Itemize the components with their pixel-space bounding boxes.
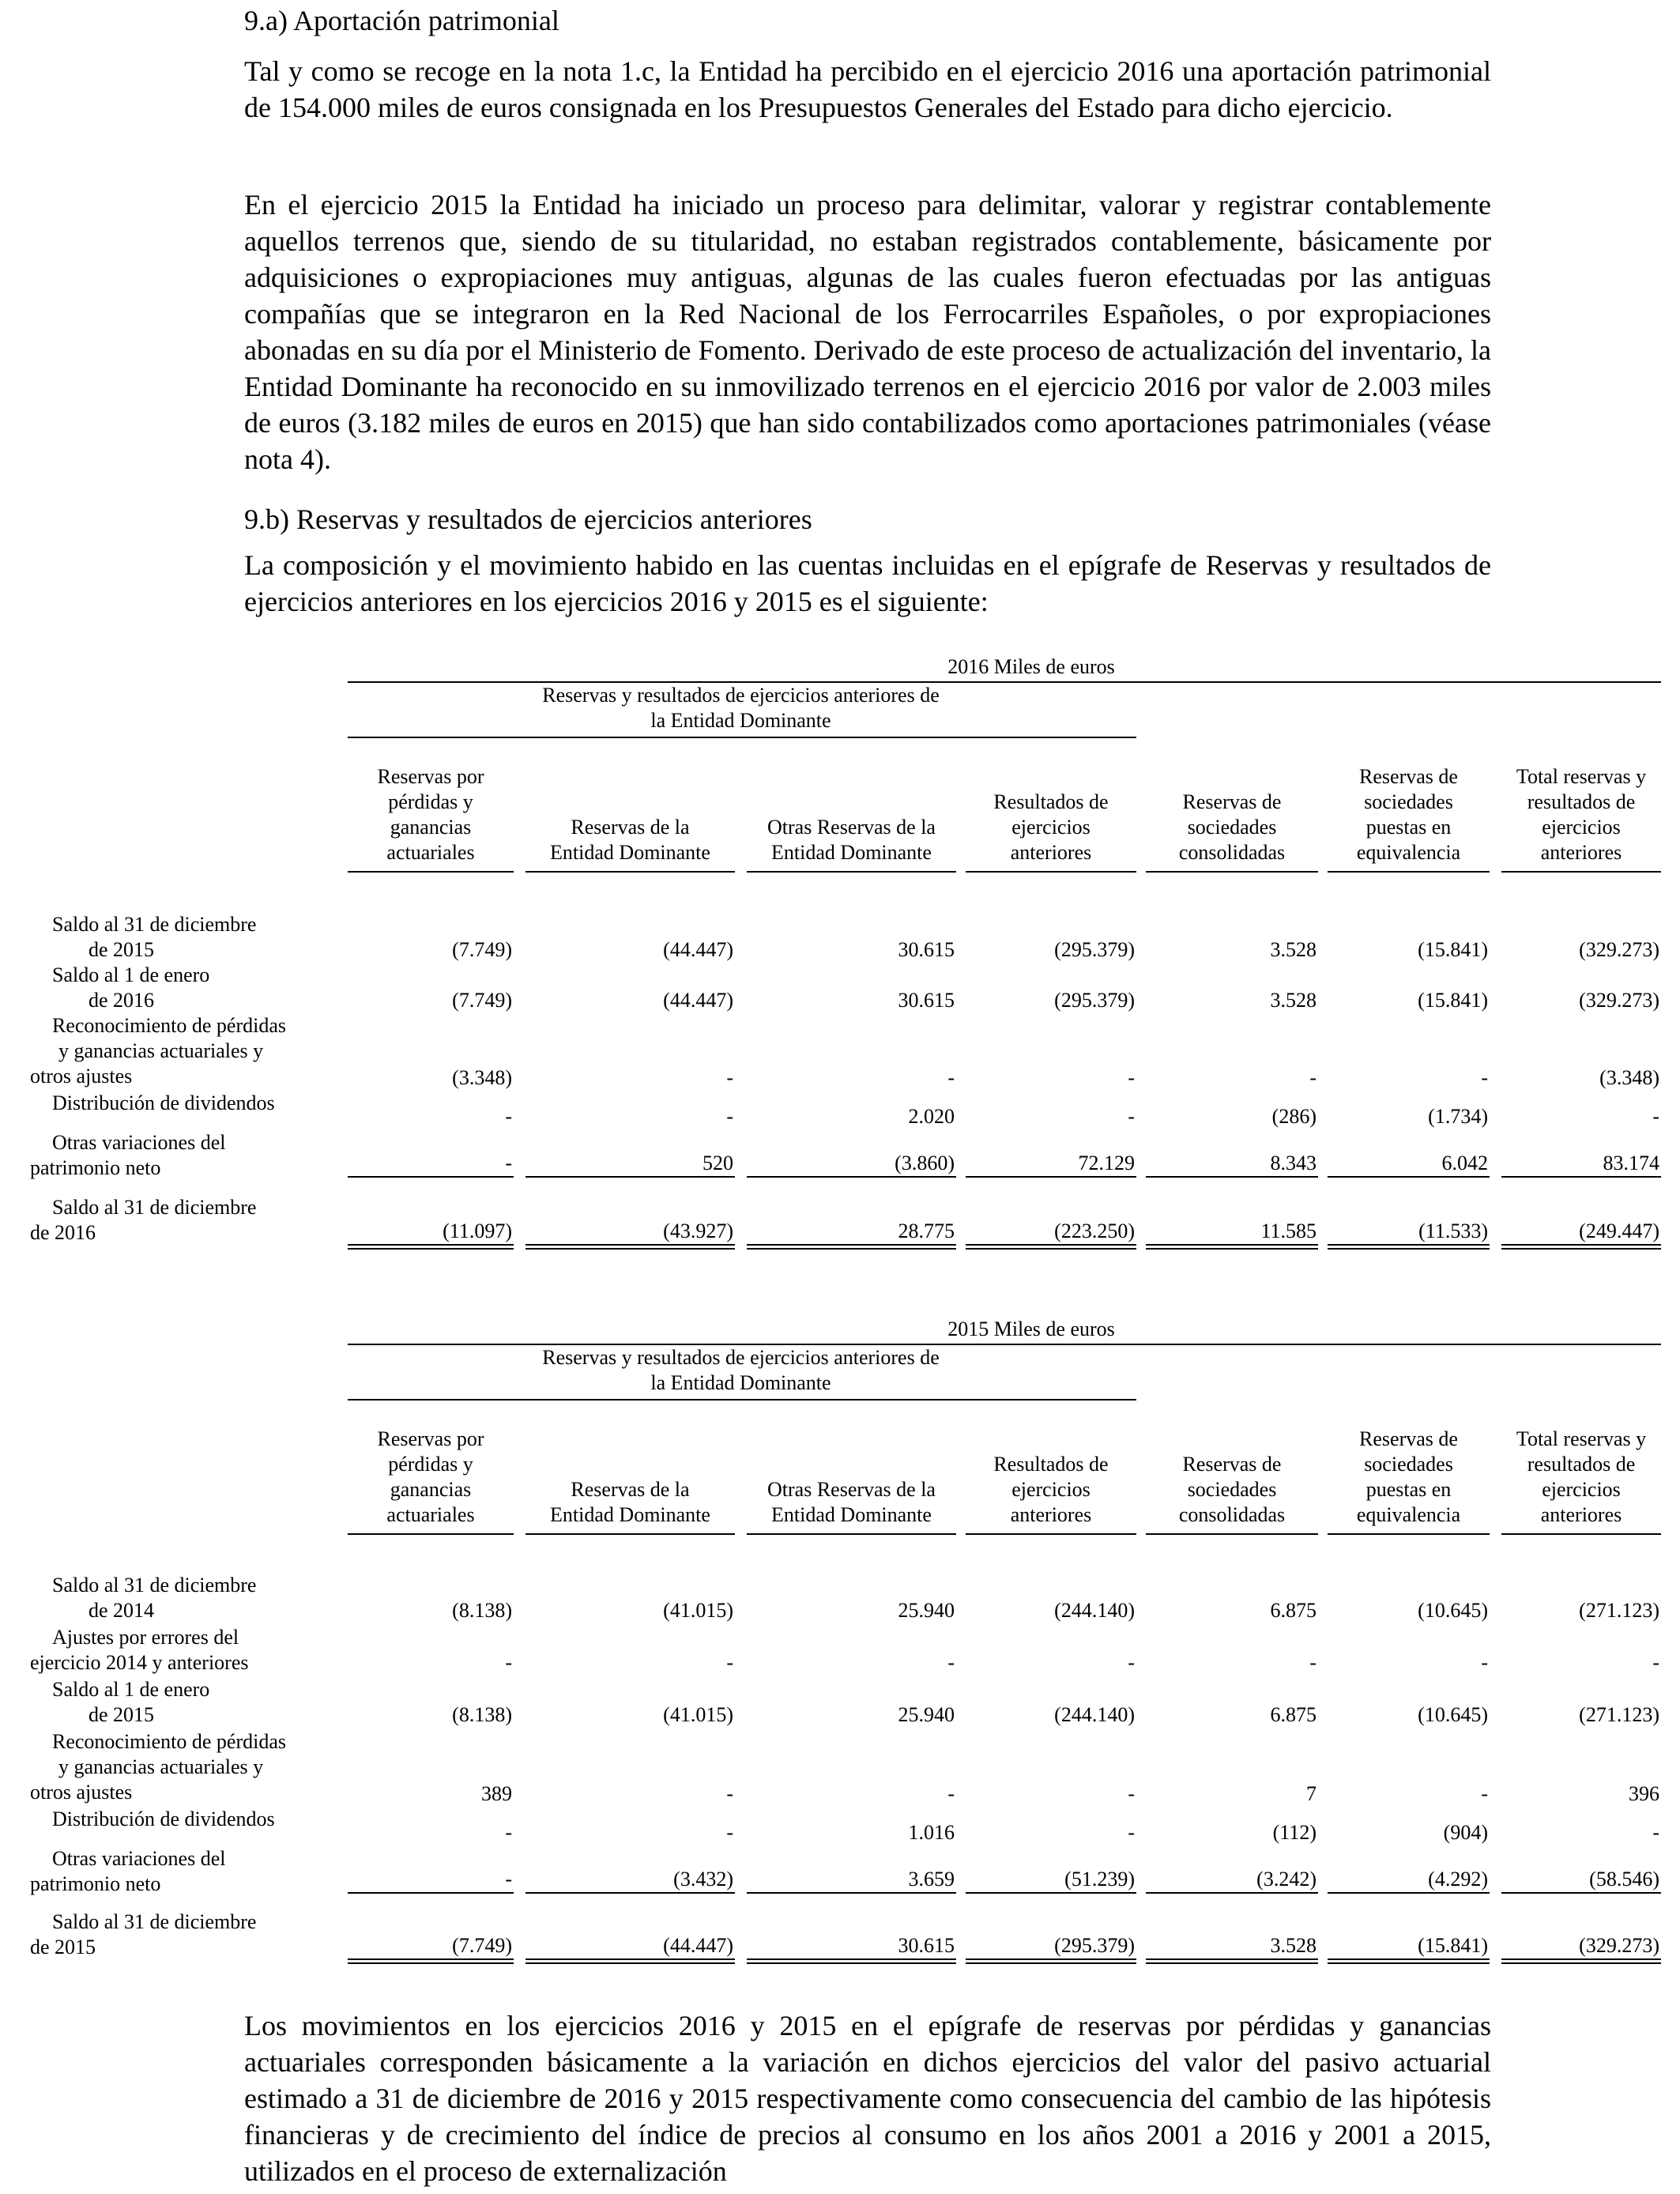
row-label: Reconocimiento de pérdidas bbox=[52, 1014, 287, 1037]
cell-value: (329.273) bbox=[1579, 989, 1659, 1012]
cell-value: 7 bbox=[1306, 1782, 1317, 1805]
column-header: consolidadas bbox=[1178, 841, 1286, 864]
cell-value: 83.174 bbox=[1603, 1152, 1659, 1174]
cell-value: (295.379) bbox=[1054, 938, 1135, 961]
cell-value: - bbox=[1128, 1782, 1135, 1805]
cell-value: 2.020 bbox=[908, 1105, 955, 1128]
cell-value: (244.140) bbox=[1054, 1599, 1135, 1622]
cell-value: 11.585 bbox=[1260, 1220, 1317, 1242]
subtotal-rule bbox=[1501, 1892, 1661, 1894]
total-double-rule bbox=[966, 1958, 1136, 1964]
column-header: Reservas de bbox=[1182, 790, 1282, 813]
column-header: Total reservas y bbox=[1516, 1427, 1647, 1450]
column-header: ganancias bbox=[390, 1478, 472, 1501]
total-double-rule bbox=[1146, 1958, 1318, 1964]
column-header: resultados de bbox=[1527, 790, 1636, 813]
cell-value: - bbox=[1652, 1821, 1659, 1844]
row-label: de 2015 bbox=[89, 938, 155, 961]
row-label: patrimonio neto bbox=[30, 1872, 161, 1895]
column-header: anteriores bbox=[1540, 841, 1622, 864]
cell-value: (329.273) bbox=[1579, 938, 1659, 961]
cell-value: - bbox=[947, 1782, 955, 1805]
cell-value: (295.379) bbox=[1054, 989, 1135, 1012]
column-header: Reservas de la bbox=[571, 816, 690, 839]
column-header: Entidad Dominante bbox=[550, 841, 710, 864]
cell-value: - bbox=[1128, 1066, 1135, 1089]
column-header: anteriores bbox=[1540, 1503, 1622, 1526]
row-label: de 2016 bbox=[89, 989, 155, 1012]
cell-value: - bbox=[1309, 1066, 1317, 1089]
row-label: Saldo al 31 de diciembre bbox=[52, 1196, 257, 1219]
subtotal-rule bbox=[747, 1892, 956, 1894]
subtotal-rule bbox=[1146, 1892, 1318, 1894]
cell-value: 3.528 bbox=[1270, 1934, 1317, 1957]
cell-value: - bbox=[726, 1651, 733, 1674]
column-header: actuariales bbox=[386, 1503, 475, 1526]
cell-value: (10.645) bbox=[1418, 1599, 1488, 1622]
row-label: Saldo al 1 de enero bbox=[52, 963, 210, 986]
cell-value: - bbox=[1128, 1105, 1135, 1128]
cell-value: - bbox=[1652, 1105, 1659, 1128]
cell-value: (7.749) bbox=[452, 938, 512, 961]
row-label: otros ajustes bbox=[30, 1065, 133, 1088]
cell-value: - bbox=[1128, 1651, 1135, 1674]
column-header-rule bbox=[1146, 1533, 1318, 1535]
cell-value: 25.940 bbox=[898, 1599, 955, 1622]
column-header: ejercicios bbox=[1011, 1478, 1090, 1501]
cell-value: 72.129 bbox=[1078, 1152, 1135, 1174]
cell-value: (41.015) bbox=[663, 1703, 733, 1726]
cell-value: (286) bbox=[1271, 1105, 1317, 1128]
column-header: equivalencia bbox=[1356, 1503, 1461, 1526]
group-header-line: la Entidad Dominante bbox=[650, 709, 831, 732]
column-header: actuariales bbox=[386, 841, 475, 864]
cell-value: - bbox=[505, 1651, 512, 1674]
cell-value: - bbox=[505, 1868, 512, 1891]
cell-value: - bbox=[947, 1651, 955, 1674]
cell-value: (249.447) bbox=[1579, 1220, 1659, 1242]
cell-value: (271.123) bbox=[1579, 1599, 1659, 1622]
column-header: Otras Reservas de la bbox=[767, 1478, 936, 1501]
cell-value: (329.273) bbox=[1579, 1934, 1659, 1957]
cell-value: 3.659 bbox=[908, 1868, 955, 1891]
section-heading-9b: 9.b) Reservas y resultados de ejercicios anteriores bbox=[244, 503, 812, 535]
cell-value: - bbox=[726, 1821, 733, 1844]
group-header-rule bbox=[348, 1399, 1136, 1400]
column-header-rule bbox=[747, 1533, 956, 1535]
total-double-rule bbox=[747, 1958, 956, 1964]
cell-value: - bbox=[726, 1066, 733, 1089]
cell-value: 28.775 bbox=[898, 1220, 955, 1242]
cell-value: (44.447) bbox=[663, 1934, 733, 1957]
cell-value: (15.841) bbox=[1418, 938, 1488, 961]
cell-value: (8.138) bbox=[452, 1599, 512, 1622]
cell-value: 8.343 bbox=[1270, 1152, 1317, 1174]
section-heading-9a: 9.a) Aportación patrimonial bbox=[244, 5, 559, 36]
row-label: Ajustes por errores del bbox=[52, 1626, 239, 1649]
column-header: Entidad Dominante bbox=[550, 1503, 710, 1526]
row-label: de 2016 bbox=[30, 1221, 96, 1244]
total-double-rule bbox=[348, 1958, 514, 1964]
cell-value: (58.546) bbox=[1589, 1868, 1659, 1891]
row-label: Saldo al 31 de diciembre bbox=[52, 913, 257, 936]
column-header-rule bbox=[348, 1533, 514, 1535]
cell-value: 3.528 bbox=[1270, 938, 1317, 961]
cell-value: (271.123) bbox=[1579, 1703, 1659, 1726]
cell-value: 30.615 bbox=[898, 989, 955, 1012]
column-header: Entidad Dominante bbox=[771, 841, 932, 864]
subtotal-rule bbox=[966, 1892, 1136, 1894]
cell-value: (3.242) bbox=[1256, 1868, 1317, 1891]
column-header: puestas en bbox=[1365, 816, 1452, 839]
cell-value: - bbox=[505, 1105, 512, 1128]
cell-value: (15.841) bbox=[1418, 1934, 1488, 1957]
cell-value: (4.292) bbox=[1428, 1868, 1488, 1891]
group-header-line: Reservas y resultados de ejercicios anteriores de bbox=[542, 1346, 940, 1369]
row-label: de 2014 bbox=[89, 1599, 155, 1622]
cell-value: 1.016 bbox=[908, 1821, 955, 1844]
cell-value: (51.239) bbox=[1064, 1868, 1135, 1891]
column-header: sociedades bbox=[1187, 1478, 1277, 1501]
cell-value: 6.875 bbox=[1270, 1703, 1317, 1726]
cell-value: (112) bbox=[1272, 1821, 1317, 1844]
row-label: Distribución de dividendos bbox=[52, 1091, 275, 1114]
column-header: sociedades bbox=[1364, 1453, 1453, 1476]
group-header-line: la Entidad Dominante bbox=[650, 1371, 831, 1394]
table-caption: 2016 Miles de euros bbox=[947, 655, 1115, 678]
row-label: Reconocimiento de pérdidas bbox=[52, 1730, 287, 1753]
row-label: y ganancias actuariales y bbox=[58, 1039, 264, 1062]
column-header-rule bbox=[1328, 1533, 1490, 1535]
column-header: Reservas de bbox=[1359, 1427, 1458, 1450]
cell-value: (904) bbox=[1443, 1821, 1488, 1844]
cell-value: 30.615 bbox=[898, 938, 955, 961]
total-double-rule bbox=[1328, 1958, 1490, 1964]
column-header: Reservas de bbox=[1359, 765, 1458, 788]
row-label: Otras variaciones del bbox=[52, 1131, 226, 1154]
column-header: consolidadas bbox=[1178, 1503, 1286, 1526]
cell-value: 6.042 bbox=[1441, 1152, 1488, 1174]
cell-value: (3.348) bbox=[1599, 1066, 1659, 1089]
cell-value: - bbox=[947, 1066, 955, 1089]
column-header: Reservas de la bbox=[571, 1478, 690, 1501]
column-header: equivalencia bbox=[1356, 841, 1461, 864]
cell-value: 3.528 bbox=[1270, 989, 1317, 1012]
cell-value: - bbox=[505, 1152, 512, 1174]
cell-value: - bbox=[1481, 1782, 1488, 1805]
row-label: Saldo al 1 de enero bbox=[52, 1678, 210, 1701]
cell-value: (41.015) bbox=[663, 1599, 733, 1622]
total-double-rule bbox=[1501, 1958, 1661, 1964]
column-header: Reservas de bbox=[1182, 1453, 1282, 1476]
row-label: y ganancias actuariales y bbox=[58, 1755, 264, 1778]
cell-value: (3.432) bbox=[673, 1868, 733, 1891]
row-label: Otras variaciones del bbox=[52, 1847, 226, 1870]
cell-value: 389 bbox=[481, 1782, 512, 1805]
column-header: pérdidas y bbox=[388, 790, 473, 813]
column-header: pérdidas y bbox=[388, 1453, 473, 1476]
row-label: Saldo al 31 de diciembre bbox=[52, 1910, 257, 1933]
column-header: anteriores bbox=[1010, 1503, 1092, 1526]
cell-value: - bbox=[505, 1821, 512, 1844]
column-header: Reservas por bbox=[377, 765, 484, 788]
column-header: Resultados de bbox=[993, 790, 1109, 813]
cell-value: - bbox=[1309, 1651, 1317, 1674]
column-header-rule bbox=[1501, 1533, 1661, 1535]
column-header-rule bbox=[525, 1533, 735, 1535]
column-header: Reservas por bbox=[377, 1427, 484, 1450]
cell-value: (11.097) bbox=[443, 1220, 512, 1242]
row-label: de 2015 bbox=[89, 1703, 155, 1726]
cell-value: (244.140) bbox=[1054, 1703, 1135, 1726]
column-header: ejercicios bbox=[1011, 816, 1090, 839]
column-header: Resultados de bbox=[993, 1453, 1109, 1476]
cell-value: (1.734) bbox=[1428, 1105, 1488, 1128]
cell-value: (7.749) bbox=[452, 989, 512, 1012]
subtotal-rule bbox=[525, 1892, 735, 1894]
cell-value: 6.875 bbox=[1270, 1599, 1317, 1622]
cell-value: (223.250) bbox=[1054, 1220, 1135, 1242]
column-header: anteriores bbox=[1010, 841, 1092, 864]
cell-value: (15.841) bbox=[1418, 989, 1488, 1012]
row-label: patrimonio neto bbox=[30, 1156, 161, 1179]
row-label: de 2015 bbox=[30, 1936, 96, 1958]
cell-value: - bbox=[1652, 1651, 1659, 1674]
cell-value: 30.615 bbox=[898, 1934, 955, 1957]
cell-value: (8.138) bbox=[452, 1703, 512, 1726]
column-header: ganancias bbox=[390, 816, 472, 839]
cell-value: (7.749) bbox=[452, 1934, 512, 1957]
column-header: resultados de bbox=[1527, 1453, 1636, 1476]
paragraph-terrenos: En el ejercicio 2015 la Entidad ha iniciado un proceso para delimitar, valorar y registrar contablemente aquellos terrenos que, siendo de su titularidad, no estaban registrados contablemente, básicamente por adquisiciones o expropiaciones muy antiguas, algunas de las cuales fueron efectuadas por las antiguas compañías que se integraron en la Red Nacional de los Ferrocarriles Españoles, o por expropiaciones abonadas en su día por el Ministerio de Fomento. Derivado de este proceso de actualización del inventario, la Entidad Dominante ha reconocido en su inmovilizado terrenos en el ejercicio 2016 por valor de 2.003 miles de euros (3.182 miles de euros en 2015) que han sido contabilizados como aportaciones patrimoniales (véase nota 4). bbox=[244, 189, 1491, 475]
cell-value: (43.927) bbox=[663, 1220, 733, 1242]
cell-value: 396 bbox=[1629, 1782, 1659, 1805]
cell-value: 520 bbox=[703, 1152, 733, 1174]
cell-value: (3.348) bbox=[452, 1066, 512, 1089]
column-header: Otras Reservas de la bbox=[767, 816, 936, 839]
row-label: Distribución de dividendos bbox=[52, 1808, 275, 1830]
row-label: otros ajustes bbox=[30, 1781, 133, 1804]
column-header: puestas en bbox=[1365, 1478, 1452, 1501]
column-header: ejercicios bbox=[1542, 816, 1621, 839]
cell-value: - bbox=[1128, 1821, 1135, 1844]
table-caption: 2015 Miles de euros bbox=[947, 1318, 1115, 1340]
cell-value: (10.645) bbox=[1418, 1703, 1488, 1726]
cell-value: (11.533) bbox=[1418, 1220, 1488, 1242]
cell-value: - bbox=[1481, 1066, 1488, 1089]
cell-value: (3.860) bbox=[895, 1152, 955, 1174]
column-header: ejercicios bbox=[1542, 1478, 1621, 1501]
column-header: sociedades bbox=[1187, 816, 1277, 839]
subtotal-rule bbox=[1328, 1892, 1490, 1894]
paragraph-composicion: La composición y el movimiento habido en las cuentas incluidas en el epígrafe de Reservas y resultados de ejercicios anteriores en los ejercicios 2016 y 2015 es el siguiente: bbox=[244, 549, 1491, 617]
subtotal-rule bbox=[348, 1892, 514, 1894]
cell-value: (295.379) bbox=[1054, 1934, 1135, 1957]
row-label: ejercicio 2014 y anteriores bbox=[30, 1651, 249, 1674]
column-header: Total reservas y bbox=[1516, 765, 1647, 788]
column-header-rule bbox=[966, 1533, 1136, 1535]
column-header: sociedades bbox=[1364, 790, 1453, 813]
total-double-rule bbox=[525, 1958, 735, 1964]
cell-value: 25.940 bbox=[898, 1703, 955, 1726]
cell-value: - bbox=[726, 1782, 733, 1805]
paragraph-aportacion: Tal y como se recoge en la nota 1.c, la Entidad ha percibido en el ejercicio 2016 una aportación patrimonial de 154.000 miles de euros consignada en los Presupuestos Generales del Estado para dicho ejercicio. bbox=[244, 55, 1491, 123]
column-header: Entidad Dominante bbox=[771, 1503, 932, 1526]
cell-value: (44.447) bbox=[663, 938, 733, 961]
cell-value: - bbox=[1481, 1651, 1488, 1674]
cell-value: - bbox=[726, 1105, 733, 1128]
group-header-line: Reservas y resultados de ejercicios anteriores de bbox=[542, 684, 940, 707]
row-label: Saldo al 31 de diciembre bbox=[52, 1574, 257, 1596]
paragraph-movimientos: Los movimientos en los ejercicios 2016 y 2015 en el epígrafe de reservas por pérdidas y ganancias actuariales corresponden básicamente a la variación en dichos ejercicios del valor del pasivo actuarial estimado a 31 de diciembre de 2016 y 2015 respectivamente como consecuencia del cambio de las hipótesis financieras y de crecimiento del índice de precios al consumo en los años 2001 a 2016 y 2001 a 2015, utilizados en el proceso de externalización bbox=[244, 2010, 1491, 2187]
cell-value: (44.447) bbox=[663, 989, 733, 1012]
